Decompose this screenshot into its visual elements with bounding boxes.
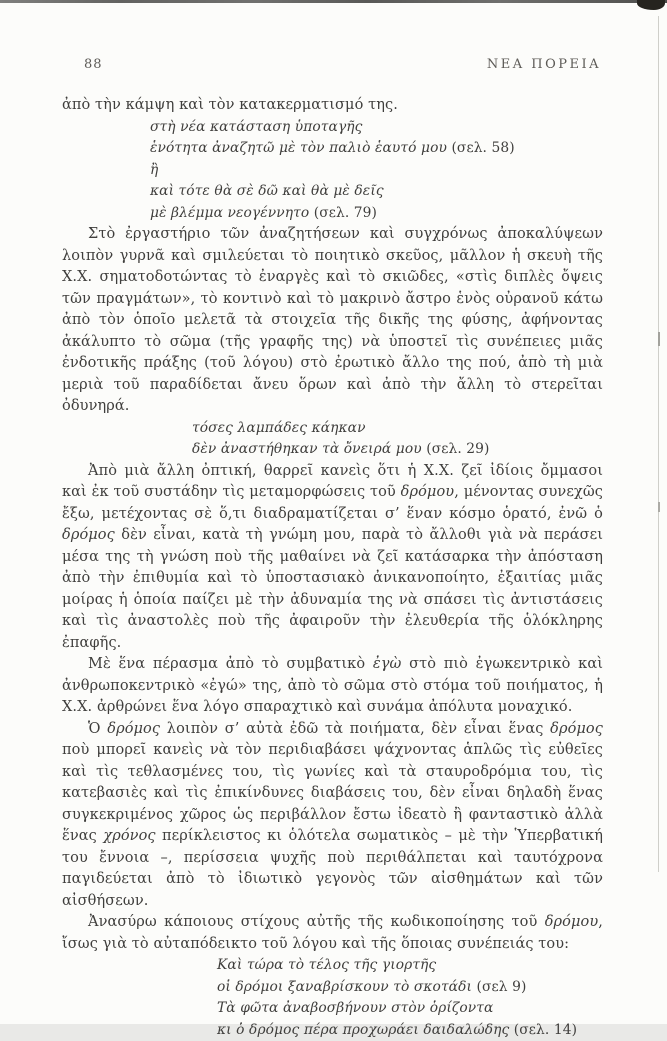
- verse-quote: [217, 955, 603, 1041]
- page-body: [62, 95, 603, 1041]
- plain-text: λοιπὸν σ’ αὐτὰ ἐδῶ τὰ ποιήματα, δὲν εἶναι ἕνας: [160, 721, 550, 737]
- plain-text: (σελ. 29): [426, 441, 489, 457]
- scan-mark: [658, 332, 660, 346]
- italic-text: δρόμου: [545, 914, 599, 930]
- italic-text: ἐγὼ: [373, 656, 402, 672]
- italic-text: δρόμος: [62, 527, 115, 543]
- italic-text: οἱ δρόμοι ξαναβρίσκουν τὸ σκοτάδι: [217, 979, 477, 995]
- italic-text: ἢ: [150, 162, 158, 178]
- verse-line: [150, 181, 603, 203]
- italic-text: Καὶ τώρα τὸ τέλος τῆς γιορτῆς: [217, 957, 436, 973]
- paragraph: [62, 719, 603, 913]
- running-header: [84, 57, 601, 72]
- italic-text: τόσες λαμπάδες κάηκαν: [192, 420, 366, 436]
- journal-title: ΝΕΑ ΠΟΡΕΙΑ: [487, 57, 601, 72]
- plain-text: , μένοντας συνεχῶς ἔξω, μετέχοντας σὲ ὅ,τι διαδραματίζεται σ’ ἕναν κόσμο ὁρατό, ἐνῶ ὁ: [62, 484, 603, 522]
- plain-text: ποὺ μπορεῖ κανεὶς νὰ τὸν περιδιαβάσει ψάχνοντας ἁπλῶς τὶς εὐθεῖες καὶ τὶς τεθλασμένες του, τὶς γωνίες καὶ τὰ σταυροδρόμια του, τὶς κατεβασιὲς καὶ τὶς ἐπικίνδυνες διαβάσεις του, δὲν εἶναι δηλαδὴ ἕνας συγκεκριμένος χῶρος ὡς περιβάλλον ἔστω ἰδεατὸ ἢ φανταστικὸ ἀλλὰ ἕνας: [62, 742, 603, 844]
- verse-line: [150, 160, 603, 182]
- verse-line: [217, 955, 603, 977]
- plain-text: στὸ πιὸ ἐγωκεντρικὸ καὶ ἀνθρωποκεντρικὸ «ἐγώ» της, ἀπὸ τὸ σῶμα στὸ στόμα τοῦ ποιήματος, ἡ Χ.Χ. ἀρθρώνει ἕνα λόγο σπαραχτικὸ καὶ συνάμα ἀπόλυτα μοναχικό.: [62, 656, 603, 715]
- plain-text: Ἀνασύρω κάποιους στίχους αὐτῆς τῆς κωδικοποίησης τοῦ: [88, 914, 545, 930]
- scan-corner-mark: [637, 0, 665, 10]
- verse-line: [217, 977, 603, 999]
- italic-text: δρόμου: [401, 484, 455, 500]
- paragraph: [62, 224, 603, 418]
- italic-text: μὲ βλέμμα νεογέννητο: [150, 205, 314, 221]
- scan-mark: [658, 502, 660, 512]
- paragraph: [62, 912, 603, 955]
- verse-line: [192, 418, 603, 440]
- plain-text: Μὲ ἕνα πέρασμα ἀπὸ τὸ συμβατικὸ: [88, 656, 373, 672]
- verse-line: [150, 117, 603, 139]
- plain-text: (σελ. 79): [314, 205, 377, 221]
- verse-line: [217, 998, 603, 1020]
- scan-edge-top: [0, 0, 667, 3]
- verse-line: [217, 1020, 603, 1041]
- italic-text: δρόμος: [107, 721, 160, 737]
- verse-quote: [192, 418, 603, 461]
- paragraph: [62, 654, 603, 719]
- italic-text: χρόνος: [103, 828, 155, 844]
- verse-quote: [150, 117, 603, 225]
- plain-text: περίκλειστος κι ὁλότελα σωματικὸς – μὲ τὴν Ὑπερβατική του ἔννοια –, περίσσεια ψυχῆς ποὺ περιθάλπεται καὶ ταυτόχρονα παγιδεύεται ἀπὸ τὸ ἰδιωτικὸ γεγονὸς τῶν αἰσθημάτων καὶ τῶν αἰσθήσεων.: [62, 828, 603, 909]
- plain-text: Στὸ ἐργαστήριο τῶν ἀναζητήσεων καὶ συγχρόνως ἀποκαλύψεων λοιπὸν γυρνᾶ καὶ σμιλεύεται τὸ ποιητικὸ σκεῦος, μᾶλλον ἡ σκευὴ τῆς Χ.Χ. σηματοδοτώντας τὸ ἐναργὲς καὶ τὸ σκιῶδες, «στὶς διπλὲς ὄψεις τῶν πραγμάτων», τὸ κοντινὸ καὶ τὸ μακρινὸ ἄστρο ἑνὸς οὐρανοῦ κάτω ἀπὸ τὸν ὁποῖο μελετᾶ τὰ στοιχεῖα τῆς δικῆς της φύσης, ἀφήνοντας ἀκάλυπτο τὸ σῶμα (τῆς γραφῆς της) νὰ ὑποστεῖ τὶς συνέπειες μιᾶς ἐνδοτικῆς πράξης (τοῦ λόγου) στὸ ἐρωτικὸ ἄλλο της πού, ἀπὸ τὴ μιὰ μεριὰ τοῦ παραδίδεται ἄνευ ὅρων καὶ ἀπὸ τὴν ἄλλη τὸ στερεῖται ὀδυνηρά.: [62, 226, 603, 414]
- verse-line: [150, 138, 603, 160]
- plain-text: Ὁ: [88, 721, 107, 737]
- paragraph: [62, 95, 603, 117]
- paragraph: [62, 461, 603, 655]
- plain-text: ἀπὸ τὴν κάμψη καὶ τὸν κατακερματισμό της.: [62, 97, 398, 113]
- verse-line: [150, 203, 603, 225]
- scan-edge-right: [658, 16, 659, 872]
- plain-text: (σελ 9): [477, 979, 527, 995]
- plain-text: δὲν εἶναι, κατὰ τὴ γνώμη μου, παρὰ τὸ ἄλλοθι γιὰ νὰ περάσει μέσα της τὴ γνώση ποὺ τῆς μαθαίνει νὰ ζεῖ κατάσαρκα τὴν ἀπόσταση ἀπὸ τὴν ἐπιθυμία καὶ τὸ ὑποστασιακὸ ἀνικανοποίητο, ἐξαιτίας μιᾶς μοίρας ἡ ὁποία παίζει μὲ τὴν ἀδυναμία της νὰ σπάσει τὶς ἀντιστάσεις καὶ τὶς ἀναστολὲς ποὺ τῆς ἀφαιροῦν τὴν ἐλευθερία τῆς ὁλόκληρης ἐπαφῆς.: [62, 527, 603, 651]
- italic-text: δρόμος: [550, 721, 603, 737]
- verse-line: [192, 439, 603, 461]
- page-number: 88: [84, 57, 103, 72]
- italic-text: στὴ νέα κατάσταση ὑποταγῆς: [150, 119, 363, 135]
- italic-text: ἑνότητα ἀναζητῶ μὲ τὸν παλιὸ ἑαυτό μου: [150, 140, 451, 156]
- italic-text: κι ὁ δρόμος πέρα προχωράει δαιδαλώδης: [217, 1022, 514, 1038]
- italic-text: Τὰ φῶτα ἀναβοσβήνουν στὸν ὁρίζοντα: [217, 1000, 493, 1016]
- plain-text: Ἀπὸ μιὰ ἄλλη ὀπτική, θαρρεῖ κανεὶς ὅτι ἡ Χ.Χ. ζεῖ ἰδίοις ὄμμασοι καὶ ἐκ τοῦ συστάδην τὶς μεταμορφώσεις τοῦ: [62, 463, 603, 501]
- italic-text: δὲν ἀναστήθηκαν τὰ ὄνειρά μου: [192, 441, 426, 457]
- plain-text: , ἴσως γιὰ τὸ αὐταπόδεικτο τοῦ λόγου καὶ τῆς ὅποιας συνέπειάς του:: [62, 914, 603, 952]
- plain-text: (σελ. 14): [514, 1022, 577, 1038]
- italic-text: καὶ τότε θὰ σὲ δῶ καὶ θὰ μὲ δεῖς: [150, 183, 384, 199]
- plain-text: (σελ. 58): [451, 140, 514, 156]
